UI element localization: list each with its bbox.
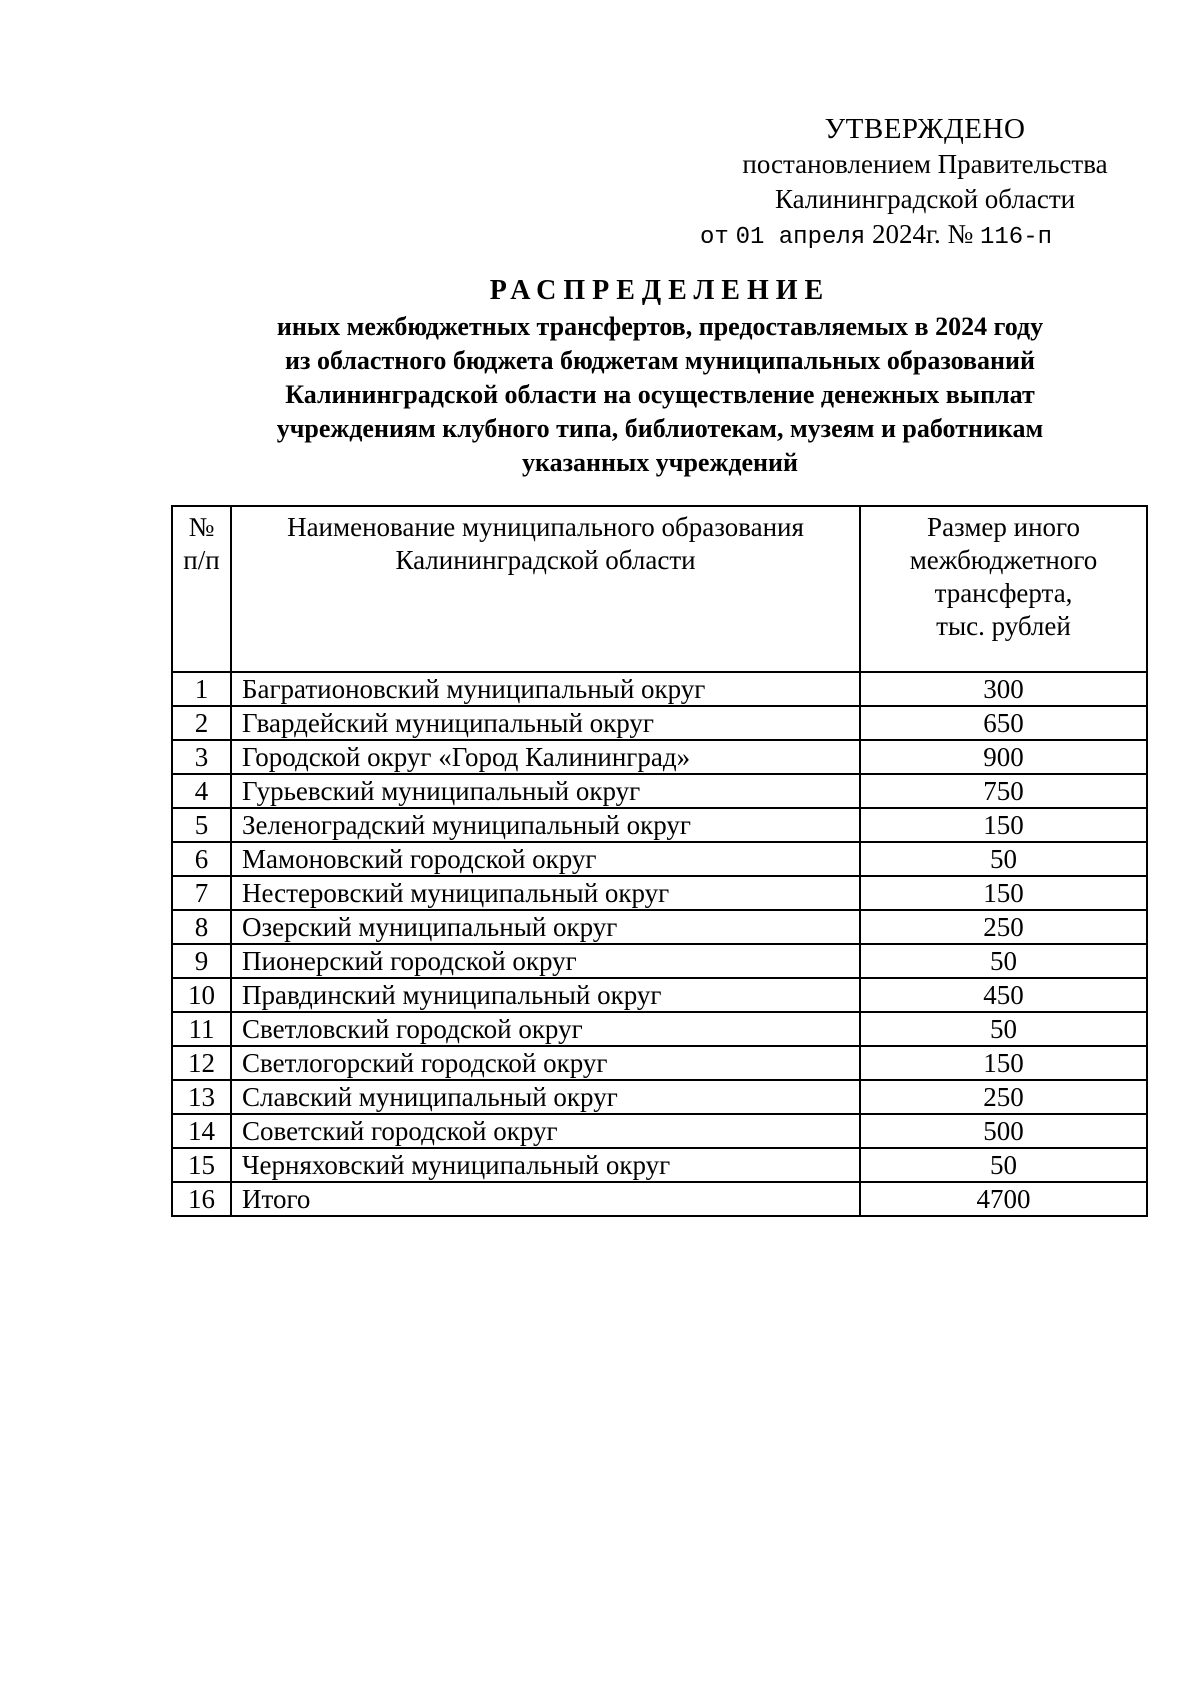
municipality-name: Озерский муниципальный округ [231, 910, 860, 944]
table-header-row [172, 506, 1147, 672]
table-row [172, 1114, 1147, 1148]
heading-line: Калининградской области на осуществление денежных выплат [285, 380, 1035, 409]
table-row [172, 774, 1147, 808]
municipality-name: Итого [231, 1182, 860, 1216]
municipality-name: Багратионовский муниципальный округ [231, 672, 860, 706]
row-number: 3 [172, 740, 231, 774]
row-number: 11 [172, 1012, 231, 1046]
row-number: 2 [172, 706, 231, 740]
transfer-amount: 900 [860, 740, 1147, 774]
row-number: 10 [172, 978, 231, 1012]
table-row [172, 944, 1147, 978]
row-number: 5 [172, 808, 231, 842]
header-num-line: п/п [183, 545, 220, 575]
approval-stamp [690, 112, 1160, 255]
table-body [172, 672, 1147, 1216]
table-row [172, 740, 1147, 774]
transfer-amount: 50 [860, 1148, 1147, 1182]
approval-date [690, 217, 1160, 255]
table-row [172, 1046, 1147, 1080]
municipality-name: Славский муниципальный округ [231, 1080, 860, 1114]
date-suffix: г. № [925, 219, 974, 249]
municipality-name: Светловский городской округ [231, 1012, 860, 1046]
transfer-amount: 450 [860, 978, 1147, 1012]
header-value-line: межбюджетного [909, 545, 1098, 575]
document-heading [170, 274, 1150, 480]
transfer-amount: 4700 [860, 1182, 1147, 1216]
municipality-name: Гурьевский муниципальный округ [231, 774, 860, 808]
header-name-line: Наименование муниципального образования [287, 512, 804, 542]
header-num [172, 506, 231, 672]
municipality-name: Гвардейский муниципальный округ [231, 706, 860, 740]
approval-line-1: постановлением Правительства [742, 149, 1108, 179]
transfer-amount: 50 [860, 1012, 1147, 1046]
transfer-amount: 250 [860, 910, 1147, 944]
date-year: 2024 [871, 219, 926, 249]
heading-line: из областного бюджета бюджетам муниципальных образований [285, 346, 1035, 375]
header-value-line: трансферта, [934, 578, 1073, 608]
row-number: 4 [172, 774, 231, 808]
decree-number: 116-п [979, 224, 1052, 251]
header-num-line: № [188, 512, 215, 542]
transfer-amount: 250 [860, 1080, 1147, 1114]
row-number: 7 [172, 876, 231, 910]
transfer-amount: 50 [860, 944, 1147, 978]
table-row [172, 1080, 1147, 1114]
row-number: 8 [172, 910, 231, 944]
transfer-amount: 750 [860, 774, 1147, 808]
table-row [172, 842, 1147, 876]
row-number: 13 [172, 1080, 231, 1114]
table-row [172, 1012, 1147, 1046]
table-row [172, 706, 1147, 740]
transfer-amount: 500 [860, 1114, 1147, 1148]
table-row [172, 910, 1147, 944]
row-number: 15 [172, 1148, 231, 1182]
document-title: РАСПРЕДЕЛЕНИЕ [489, 275, 831, 306]
transfer-amount: 300 [860, 672, 1147, 706]
table-row [172, 978, 1147, 1012]
header-value-line: Размер иного [927, 512, 1080, 542]
row-number: 9 [172, 944, 231, 978]
municipality-name: Городской округ «Город Калининград» [231, 740, 860, 774]
table-row [172, 1182, 1147, 1216]
municipality-name: Пионерский городской округ [231, 944, 860, 978]
transfer-amount: 50 [860, 842, 1147, 876]
table-row [172, 808, 1147, 842]
transfer-amount: 150 [860, 876, 1147, 910]
date-prefix: от [700, 224, 729, 251]
table-row [172, 672, 1147, 706]
municipality-name: Советский городской округ [231, 1114, 860, 1148]
header-name [231, 506, 860, 672]
transfer-amount: 650 [860, 706, 1147, 740]
municipality-name: Черняховский муниципальный округ [231, 1148, 860, 1182]
row-number: 6 [172, 842, 231, 876]
table-row [172, 1148, 1147, 1182]
row-number: 16 [172, 1182, 231, 1216]
transfer-amount: 150 [860, 808, 1147, 842]
row-number: 14 [172, 1114, 231, 1148]
row-number: 1 [172, 672, 231, 706]
row-number: 12 [172, 1046, 231, 1080]
municipality-name: Нестеровский муниципальный округ [231, 876, 860, 910]
municipality-name: Мамоновский городской округ [231, 842, 860, 876]
municipality-name: Светлогорский городской округ [231, 1046, 860, 1080]
heading-line: указанных учреждений [522, 448, 798, 477]
municipality-name: Правдинский муниципальный округ [231, 978, 860, 1012]
distribution-table [171, 505, 1148, 1217]
approval-line-2: Калининградской области [774, 184, 1076, 214]
heading-line: учреждениям клубного типа, библиотекам, музеям и работникам [276, 414, 1044, 443]
header-value-line: тыс. рублей [936, 611, 1071, 641]
date-day-month: 01 апреля [735, 224, 866, 251]
transfer-amount: 150 [860, 1046, 1147, 1080]
approval-title: УТВЕРЖДЕНО [824, 113, 1026, 145]
header-name-line: Калининградской области [395, 545, 696, 575]
header-value [860, 506, 1147, 672]
table-row [172, 876, 1147, 910]
heading-line: иных межбюджетных трансфертов, предоставляемых в 2024 году [276, 312, 1044, 341]
municipality-name: Зеленоградский муниципальный округ [231, 808, 860, 842]
